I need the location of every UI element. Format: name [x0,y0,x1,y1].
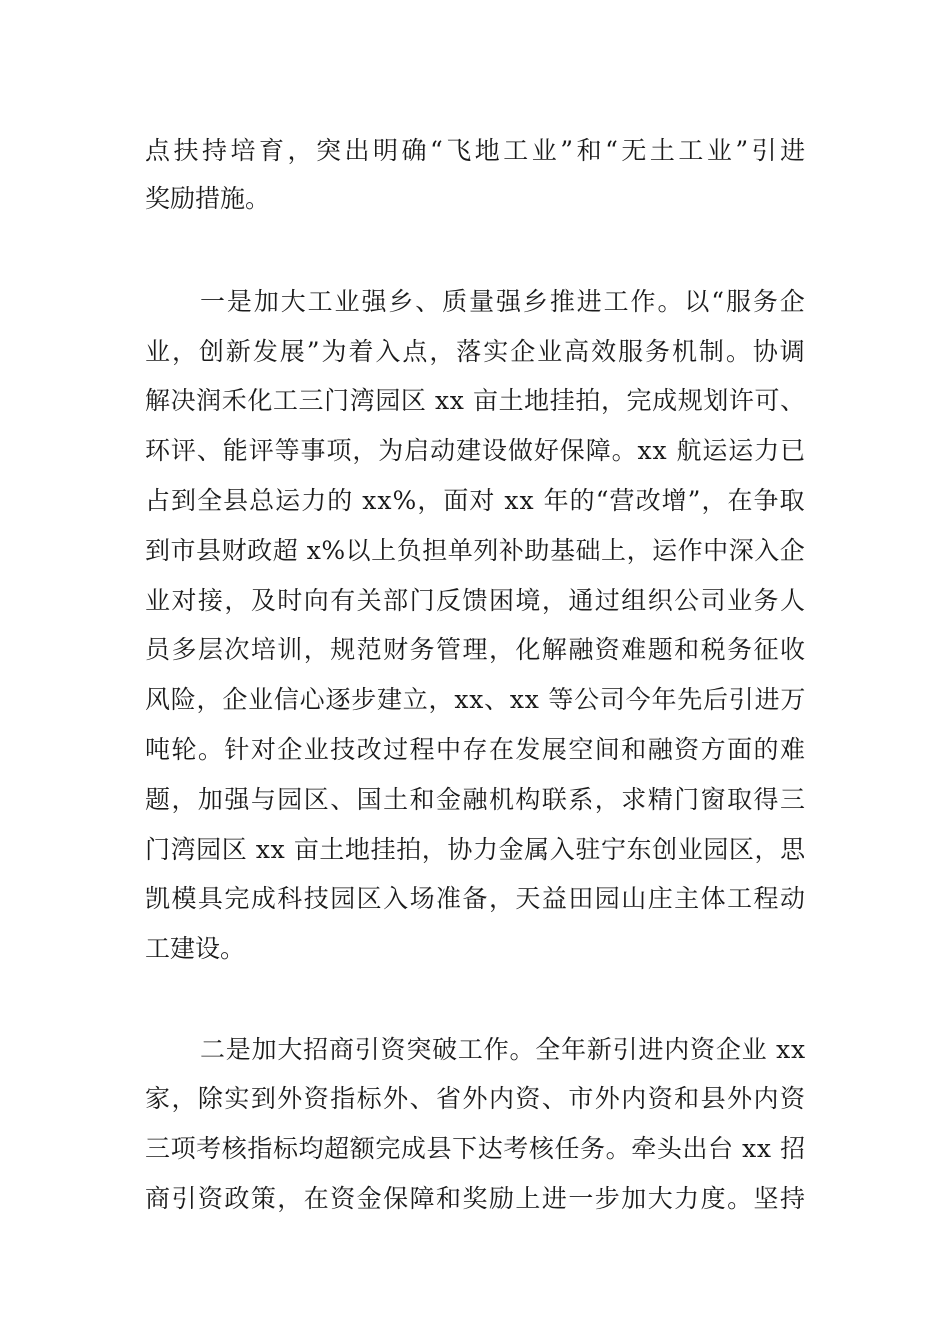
paragraph-one-line-13: 凯模具完成科技园区入场准备，天益田园山庄主体工程动 [145,884,807,913]
paragraph-one-line-5: 占到全县总运力的 xx%，面对 xx 年的“营改增”，在争取 [145,486,806,515]
paragraph-two-line-3: 三项考核指标均超额完成县下达考核任务。牵头出台 xx 招 [145,1134,806,1163]
paragraph-one-line-2: 业，创新发展”为着入点，落实企业高效服务机制。协调 [145,337,807,366]
paragraph-one-line-11: 题，加强与园区、国土和金融机构联系，求精门窗取得三 [145,785,807,814]
paragraph-one-line-10: 吨轮。针对企业技改过程中存在发展空间和融资方面的难 [145,735,807,764]
paragraph-two-line-2: 家，除实到外资指标外、省外内资、市外内资和县外内资 [145,1084,807,1113]
paragraph-one-line-4: 环评、能评等事项，为启动建设做好保障。xx 航运运力已 [145,436,807,465]
paragraph-one-line-9: 风险，企业信心逐步建立，xx、xx 等公司今年先后引进万 [145,685,807,714]
paragraph-one-line-3: 解决润禾化工三门湾园区 xx 亩土地挂拍，完成规划许可、 [145,386,806,415]
paragraph-intro-line-1: 点扶持培育，突出明确“飞地工业”和“无土工业”引进 [145,136,809,165]
paragraph-one-line-6: 到市县财政超 x%以上负担单列补助基础上，运作中深入企 [145,536,806,565]
paragraph-intro-line-2: 奖励措施。 [145,184,271,213]
paragraph-two-line-1: 二是加大招商引资突破工作。全年新引进内资企业 xx [200,1035,806,1064]
paragraph-two-line-4: 商引资政策，在资金保障和奖励上进一步加大力度。坚持 [145,1184,807,1213]
paragraph-one-line-8: 员多层次培训，规范财务管理，化解融资难题和税务征收 [145,635,807,664]
paragraph-one-line-1: 一是加大工业强乡、质量强乡推进工作。以“服务企 [200,287,807,316]
paragraph-one-line-12: 门湾园区 xx 亩土地挂拍，协力金属入驻宁东创业园区，思 [145,835,806,864]
paragraph-one-line-14: 工建设。 [145,934,246,963]
paragraph-one-line-7: 业对接，及时向有关部门反馈困境，通过组织公司业务人 [145,586,807,615]
